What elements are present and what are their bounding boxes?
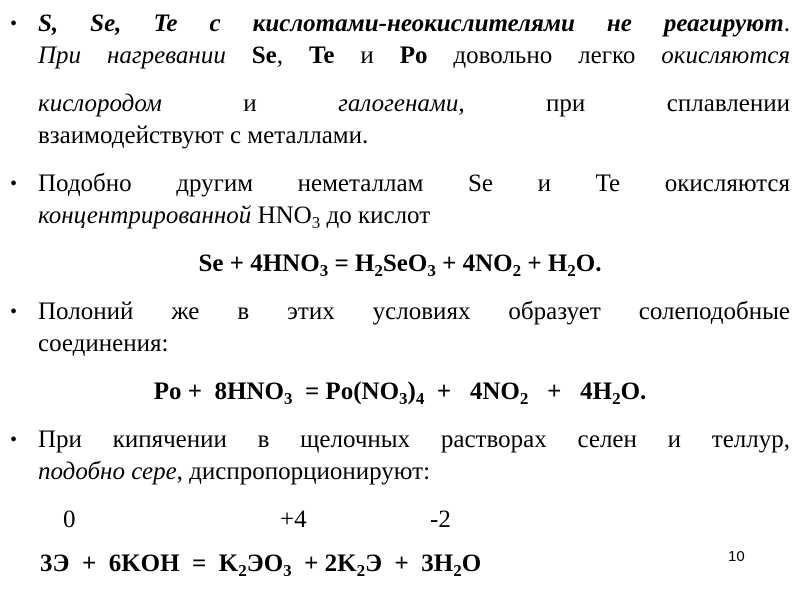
p4-disproportionate: , диспропорционируют:	[176, 458, 431, 485]
oxidation-state-plus4: +4	[280, 506, 307, 533]
eq3-c: ЭO	[246, 550, 284, 577]
bullet-1: •	[10, 13, 18, 35]
p2-hno: HNO	[257, 202, 312, 229]
paragraph-1-line-4: взаимодействуют с металлами.	[38, 122, 369, 149]
eq1-d: 2	[374, 261, 383, 280]
equation-1	[0, 248, 800, 280]
p1-easily: довольно легко	[453, 42, 636, 69]
eq1-a: Se + 4HNO	[198, 250, 320, 277]
eq2-h: 2	[519, 389, 529, 408]
eq3-a: 3Э + 6KOH = K	[40, 550, 239, 577]
p1-period: .	[783, 10, 790, 37]
eq1-g: + 4NO	[435, 250, 513, 277]
p4-like-sulfur: подобно сере	[38, 458, 177, 485]
oxidation-state-0: 0	[63, 506, 76, 533]
eq2-i: + 4H	[528, 378, 613, 405]
p1-and: и	[360, 42, 374, 69]
eq1-e: SeO	[382, 250, 428, 277]
eq1-c: = H	[328, 250, 375, 277]
eq2-g: + 4NO	[424, 378, 520, 405]
equation-3	[40, 548, 481, 580]
page-number: 10	[728, 548, 745, 565]
eq3-e: + 2K	[291, 550, 357, 577]
eq3-b: 2	[238, 561, 247, 580]
p2-to-acids: до кислот	[326, 202, 431, 229]
p2-sub3: 3	[311, 213, 321, 232]
p1-po: Po	[399, 42, 428, 69]
p1-te: Te	[308, 42, 335, 69]
paragraph-3-line-1: Полоний же в этих условиях образует солеподобные	[38, 298, 790, 325]
paragraph-1-line-2	[38, 40, 790, 72]
p1-italic-heating: При нагревании	[38, 42, 226, 69]
eq2-f: 4	[415, 389, 425, 408]
bullet-3: •	[10, 301, 18, 323]
eq2-c: = Po(NO	[292, 378, 400, 405]
paragraph-2-line-1: Подобно другим неметаллам Se и Te окисляются	[38, 170, 790, 197]
paragraph-4-line-2	[38, 456, 790, 488]
eq1-k: O.	[575, 250, 602, 277]
oxidation-state-minus2: -2	[430, 506, 451, 533]
eq2-e: )	[407, 378, 416, 405]
eq3-h: 2	[453, 561, 462, 580]
p1-bold-italic: S, Se, Te с кислотами-неокислителями не реагируют	[38, 10, 784, 37]
eq1-j: 2	[567, 261, 576, 280]
p1-halogens: галогенами	[338, 90, 459, 117]
eq3-i: O	[461, 550, 482, 577]
eq1-i: + H	[521, 250, 568, 277]
eq1-h: 2	[512, 261, 522, 280]
bullet-2: •	[10, 173, 18, 195]
equation-2	[0, 376, 800, 408]
eq2-a: Po + 8HNO	[153, 378, 284, 405]
eq2-k: O.	[620, 378, 647, 405]
p1-se: Se	[251, 42, 277, 69]
paragraph-3-line-2: соединения:	[38, 330, 169, 357]
p2-concentrated: концентрированной	[38, 202, 252, 229]
p1-oxidize: окисляются	[661, 42, 790, 69]
p1-fusion: , при сплавлении	[458, 90, 790, 117]
paragraph-4-line-1: При кипячении в щелочных растворах селен и теллур,	[38, 426, 790, 453]
eq2-d: 3	[399, 389, 408, 408]
p1-comma: ,	[276, 42, 284, 69]
eq2-b: 3	[283, 389, 293, 408]
paragraph-1-line-1	[38, 8, 790, 40]
paragraph-1-line-3	[38, 88, 790, 120]
eq1-b: 3	[319, 261, 329, 280]
eq3-g: Э + 3H	[365, 550, 454, 577]
paragraph-2-line-2	[38, 200, 790, 232]
eq3-d: 3	[283, 561, 292, 580]
bullet-4: •	[10, 429, 18, 451]
eq3-f: 2	[356, 561, 366, 580]
p1-and-2: и	[243, 90, 257, 117]
p1-oxygen: кислородом	[38, 90, 162, 117]
eq2-j: 2	[612, 389, 621, 408]
eq1-f: 3	[427, 261, 436, 280]
